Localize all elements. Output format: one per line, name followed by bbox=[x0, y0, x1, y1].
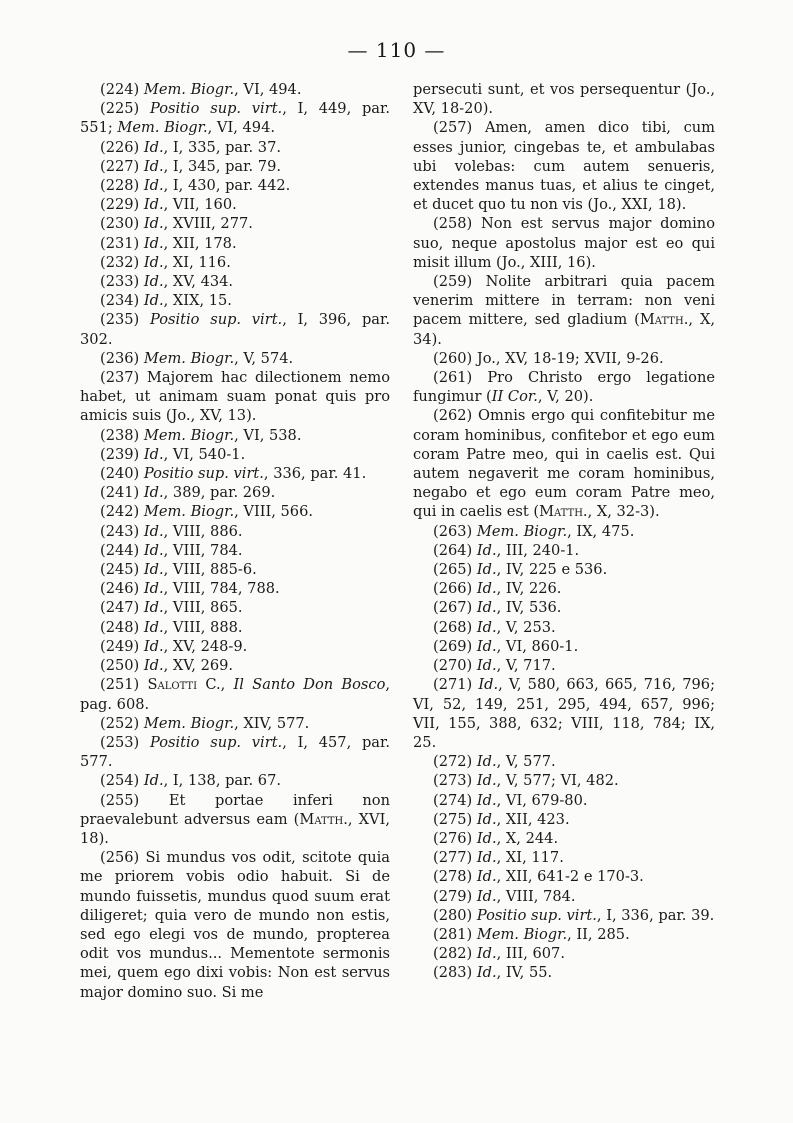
footnote: (243) Id., VIII, 886. bbox=[100, 522, 243, 540]
footnote: (255) Et portae inferi non praevalebunt adversus eam (Matth., XVI, 18). bbox=[80, 791, 390, 847]
footnote: (272) Id., V, 577. bbox=[433, 753, 556, 771]
footnote: (269) Id., VI, 860-1. bbox=[433, 637, 579, 655]
page-number: — 110 — bbox=[347, 38, 446, 62]
footnote: (228) Id., I, 430, par. 442. bbox=[100, 177, 291, 195]
footnote: (262) Omnis ergo qui confitebitur me coram hominibus, confitebor et ego eum coram Patre meo, qui in caelis est. Qui autem negaverit me coram hominibus, negabo et ego eum coram Patre meo, qui in caelis est (Matth., X, 32-3). bbox=[413, 407, 715, 521]
footnote: (251) Salotti C., Il Santo Don Bosco, pag. 608. bbox=[80, 676, 390, 713]
footnote: (232) Id., XI, 116. bbox=[100, 253, 231, 271]
footnote: (276) Id., X, 244. bbox=[433, 829, 559, 847]
footnote: (238) Mem. Biogr., VI, 538. bbox=[100, 426, 302, 444]
footnote: (236) Mem. Biogr., V, 574. bbox=[100, 349, 294, 367]
footnote: (240) Positio sup. virt., 336, par. 41. bbox=[100, 465, 367, 483]
footnote: (224) Mem. Biogr., VI, 494. bbox=[100, 81, 302, 98]
footnote: (273) Id., V, 577; VI, 482. bbox=[433, 772, 619, 790]
footnote: (241) Id., 389, par. 269. bbox=[100, 484, 276, 502]
footnote: (281) Mem. Biogr., II, 285. bbox=[433, 925, 630, 943]
footnote: (225) Positio sup. virt., I, 449, par. 551; Mem. Biogr., VI, 494. bbox=[80, 100, 390, 137]
footnote: (233) Id., XV, 434. bbox=[100, 273, 234, 291]
footnote: (229) Id., VII, 160. bbox=[100, 196, 237, 214]
footnote: (244) Id., VIII, 784. bbox=[100, 541, 243, 559]
footnote: (270) Id., V, 717. bbox=[433, 657, 556, 675]
footnote: (247) Id., VIII, 865. bbox=[100, 599, 243, 617]
footnote: (252) Mem. Biogr., XIV, 577. bbox=[100, 714, 310, 732]
footnote: (258) Non est servus major domino suo, neque apostolus major est eo qui misit illum (Jo., XIII, 16). bbox=[413, 215, 715, 271]
footnote: (282) Id., III, 607. bbox=[433, 945, 565, 963]
footnote: (278) Id., XII, 641-2 e 170-3. bbox=[433, 868, 644, 886]
footnote: (265) Id., IV, 225 e 536. bbox=[433, 561, 608, 579]
footnote: (234) Id., XIX, 15. bbox=[100, 292, 232, 310]
footnote: (226) Id., I, 335, par. 37. bbox=[100, 138, 281, 156]
footnote: (250) Id., XV, 269. bbox=[100, 657, 234, 675]
footnote: (227) Id., I, 345, par. 79. bbox=[100, 157, 281, 175]
footnote: (266) Id., IV, 226. bbox=[433, 580, 562, 598]
footnote: (237) Majorem hac dilectionem nemo habet, ut animam suam ponat quis pro amicis suis (Jo., XV, 13). bbox=[80, 369, 390, 425]
footnote: (264) Id., III, 240-1. bbox=[433, 541, 580, 559]
footnote: (246) Id., VIII, 784, 788. bbox=[100, 580, 280, 598]
footnote: (257) Amen, amen dico tibi, cum esses junior, cingebas te, et ambulabas ubi volebas: cum autem senueris, extendes manus tuas, et alius te cinget, et ducet quo tu non vis (Jo., XXI, 18). bbox=[413, 119, 715, 214]
footnote: (259) Nolite arbitrari quia pacem venerim mittere in terram: non veni pacem mittere, sed gladium (Matth., X, 34). bbox=[413, 273, 715, 348]
footnote: (277) Id., XI, 117. bbox=[433, 849, 564, 867]
footnote: (254) Id., I, 138, par. 67. bbox=[100, 772, 281, 790]
footnote: persecuti sunt, et vos persequentur (Jo., XV, 18-20). bbox=[413, 81, 715, 118]
footnote: (235) Positio sup. virt., I, 396, par. 302. bbox=[80, 311, 390, 348]
footnote: (279) Id., VIII, 784. bbox=[433, 887, 576, 905]
footnote: (271) Id., V, 580, 663, 665, 716, 796; VI, 52, 149, 251, 295, 494, 657, 996; VII, 155, 388, 632; VIII, 118, 784; IX, 25. bbox=[413, 676, 715, 751]
footnote: (261) Pro Christo ergo legatione fungimur (II Cor., V, 20). bbox=[413, 369, 715, 406]
footnote: (242) Mem. Biogr., VIII, 566. bbox=[100, 503, 314, 521]
footnote: (283) Id., IV, 55. bbox=[433, 964, 553, 982]
footnote: (230) Id., XVIII, 277. bbox=[100, 215, 253, 233]
footnote: (274) Id., VI, 679-80. bbox=[433, 791, 588, 809]
footnote: (280) Positio sup. virt., I, 336, par. 39. bbox=[433, 906, 715, 924]
footnote: (256) Si mundus vos odit, scitote quia me priorem vobis odio habuit. Si de mundo fuissetis, mundus quod suum erat diligeret; quia vero de mundo non estis, sed ego elegi vos de mundo, propterea odit vos mundus... Mementote sermonis mei, quem ego dixi vobis: Non est servus major domino suo. Si me bbox=[80, 849, 390, 1001]
footnote: (245) Id., VIII, 885-6. bbox=[100, 561, 257, 579]
footnote: (268) Id., V, 253. bbox=[433, 618, 556, 636]
footnote: (249) Id., XV, 248-9. bbox=[100, 637, 248, 655]
footnote: (239) Id., VI, 540-1. bbox=[100, 445, 246, 463]
footnote: (248) Id., VIII, 888. bbox=[100, 618, 243, 636]
footnote: (275) Id., XII, 423. bbox=[433, 810, 570, 828]
footnotes-left-column bbox=[80, 80, 390, 1002]
footnote: (231) Id., XII, 178. bbox=[100, 234, 237, 252]
footnote: (260) Jo., XV, 18-19; XVII, 9-26. bbox=[433, 349, 664, 367]
footnote: (267) Id., IV, 536. bbox=[433, 599, 562, 617]
footnotes-right-column bbox=[413, 80, 715, 983]
footnote: (253) Positio sup. virt., I, 457, par. 577. bbox=[80, 733, 390, 771]
footnote: (263) Mem. Biogr., IX, 475. bbox=[433, 522, 635, 540]
